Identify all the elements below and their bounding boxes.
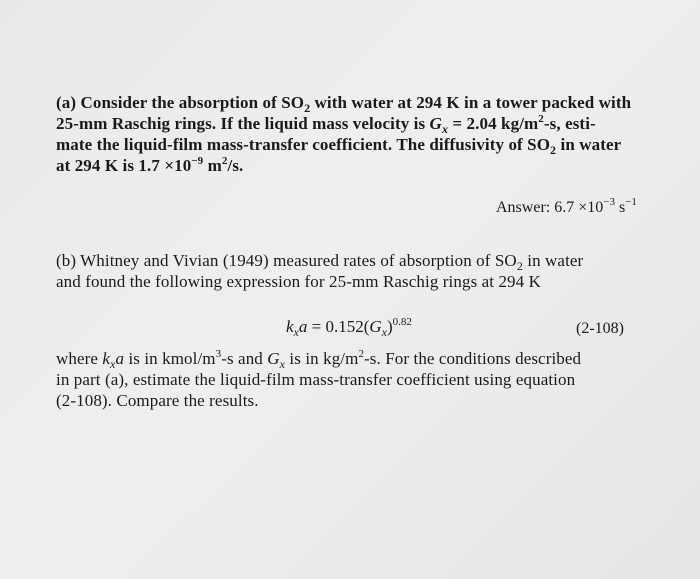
variable: G xyxy=(369,317,382,336)
part-a-line-2 xyxy=(56,114,596,134)
part-b-line-5 xyxy=(56,391,259,411)
superscript: 3 xyxy=(215,348,222,360)
subscript: 2 xyxy=(304,101,311,115)
text: = 0.152( xyxy=(307,317,370,336)
text: is in kmol/m xyxy=(124,349,216,368)
text: -s. For the conditions described xyxy=(364,349,582,368)
superscript: 2 xyxy=(358,348,365,360)
text: in water xyxy=(522,251,584,270)
variable: G xyxy=(429,114,442,133)
text: mate the liquid-film mass-transfer coefficient. The diffusivity of SO xyxy=(56,135,551,154)
subscript: 2 xyxy=(516,259,523,273)
text: 25-mm Raschig rings. If the liquid mass velocity is xyxy=(56,114,430,133)
variable: G xyxy=(267,349,280,368)
subscript: x xyxy=(441,122,449,136)
variable: a xyxy=(115,349,125,368)
text: = 2.04 kg/m xyxy=(448,114,539,133)
equation-number: (2-108) xyxy=(576,320,624,337)
text: in part (a), estimate the liquid-film mass-transfer coefficient using equation xyxy=(56,370,576,389)
text: (2-108). Compare the results. xyxy=(56,391,259,410)
text: and found the following expression for 25-mm Raschig rings at 294 K xyxy=(56,272,541,291)
subscript: x xyxy=(279,357,286,371)
part-b-line-4 xyxy=(56,370,575,390)
text: ) xyxy=(386,317,393,336)
text: at 294 K is 1.7 ×10 xyxy=(56,156,192,175)
part-a-line-3 xyxy=(56,135,621,155)
variable: k xyxy=(102,349,111,368)
subscript: x xyxy=(381,325,387,339)
text: in water xyxy=(556,135,622,154)
answer xyxy=(496,196,637,217)
superscript: 2 xyxy=(538,113,544,125)
part-b-line-3 xyxy=(56,349,581,369)
text: (b) Whitney and Vivian (1949) measured rates of absorption of SO xyxy=(56,251,517,270)
text: -s and xyxy=(221,349,268,368)
text: is in kg/m xyxy=(285,349,359,368)
subscript: x xyxy=(110,357,116,371)
variable: a xyxy=(298,317,308,336)
variable: k xyxy=(286,317,294,336)
superscript: −1 xyxy=(625,196,637,208)
text: m xyxy=(203,156,222,175)
equation-2-108 xyxy=(286,317,412,337)
text: Answer: 6.7 ×10 xyxy=(496,199,604,216)
subscript: x xyxy=(293,325,299,339)
text: -s, esti- xyxy=(543,114,596,133)
text: with water at 294 K in a tower packed with xyxy=(310,93,632,112)
superscript: −9 xyxy=(191,155,204,167)
superscript: 0.82 xyxy=(392,316,412,328)
superscript: 2 xyxy=(221,155,228,167)
part-b-line-2 xyxy=(56,272,541,292)
subscript: 2 xyxy=(550,143,557,157)
superscript: −3 xyxy=(603,196,615,208)
part-b-line-1 xyxy=(56,251,583,271)
part-a-line-4 xyxy=(56,156,243,176)
text: s xyxy=(614,199,626,216)
part-a-line-1 xyxy=(56,93,631,113)
text: where xyxy=(56,349,103,368)
text: (a) Consider the absorption of SO xyxy=(56,93,305,112)
text: /s. xyxy=(227,156,244,175)
